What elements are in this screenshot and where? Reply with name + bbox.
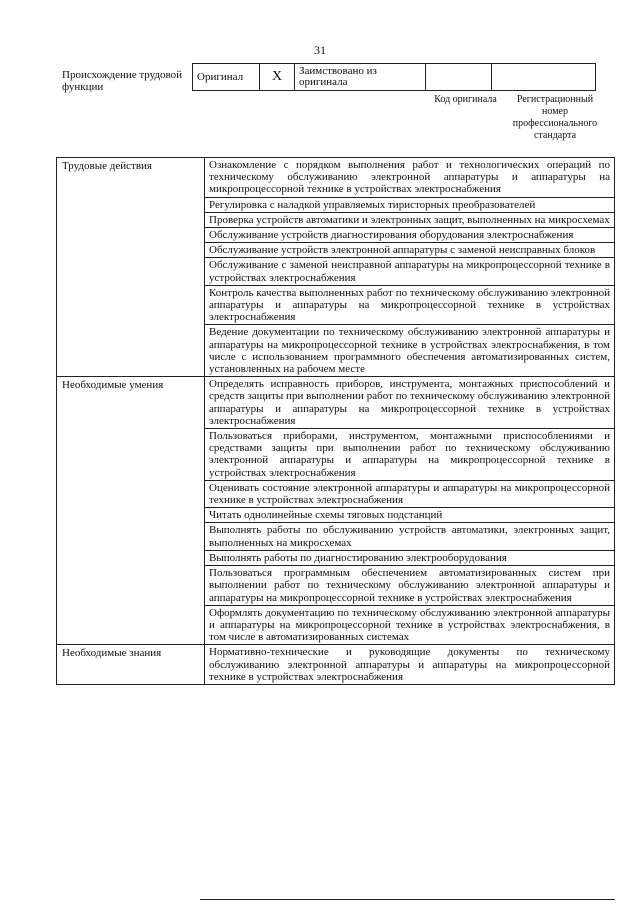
list-item: Обслуживание с заменой неисправной аппаратуры на микропроцессорной технике в устройствах электроснабжения <box>205 258 615 285</box>
list-item: Ознакомление с порядком выполнения работ и технологических операций по техническому обслуживанию электронной аппаратуры и аппаратуры на микропроцессорной технике в устройствах электроснабжения <box>205 158 615 198</box>
list-item: Проверка устройств автоматики и электронных защит, выполненных на микросхемах <box>205 212 615 227</box>
table-row <box>57 645 615 685</box>
list-item: Пользоваться приборами, инструментом, монтажными приспособлениями и средствами защиты при выполнении работ по техническому обслуживанию электронной аппаратуры и аппаратуры на микропроцессорной технике в устройствах электроснабжения <box>205 429 615 481</box>
list-item: Регулировка с наладкой управляемых тиристорных преобразователей <box>205 197 615 212</box>
list-item: Пользоваться программным обеспечением автоматизированных систем при выполнении работ по техническому обслуживанию электронной аппаратуры и аппаратуры на микропроцессорной технике в устройствах электроснабжения <box>205 566 615 606</box>
list-item: Нормативно-технические и руководящие документы по техническому обслуживанию электронной аппаратуры и аппаратуры на микропроцессорной технике в устройствах электроснабжения <box>205 645 615 685</box>
list-item: Определять исправность приборов, инструмента, монтажных приспособлений и средств защиты при выполнении работ по техническому обслуживанию электронной аппаратуры и аппаратуры на микропроцессорной технике в устройствах электроснабжения <box>205 377 615 429</box>
origin-label: Происхождение трудовой функции <box>62 69 183 93</box>
origin-table <box>192 63 596 91</box>
table-row <box>57 158 615 198</box>
list-item: Обслуживание устройств диагностирования оборудования электроснабжения <box>205 228 615 243</box>
original-mark: X <box>260 64 295 91</box>
table-row <box>57 377 615 429</box>
list-item: Читать однолинейные схемы тяговых подстанций <box>205 508 615 523</box>
table-continuation-line <box>200 899 615 900</box>
section-title-skills: Необходимые умения <box>57 377 205 645</box>
list-item: Оформлять документацию по техническому обслуживанию электронной аппаратуры и аппаратуры на микропроцессорной технике в устройствах электроснабжения, в том числе в автоматизированных системах <box>205 605 615 645</box>
page-number: 31 <box>314 43 326 57</box>
section-title-actions: Трудовые действия <box>57 158 205 377</box>
code-original-label: Код оригинала <box>434 94 497 105</box>
list-item: Обслуживание устройств электронной аппаратуры с заменой неисправных блоков <box>205 243 615 258</box>
list-item: Оценивать состояние электронной аппаратуры и аппаратуры на микропроцессорной технике в устройствах электроснабжения <box>205 480 615 507</box>
list-item: Выполнять работы по диагностированию электрооборудования <box>205 550 615 565</box>
list-item: Контроль качества выполненных работ по техническому обслуживанию электронной аппаратуры и аппаратуры на микропроцессорной технике в устройствах электроснабжения <box>205 285 615 325</box>
borrowed-label: Заимствовано из оригинала <box>295 64 426 91</box>
code-cell <box>426 64 492 91</box>
section-title-knowledge: Необходимые знания <box>57 645 205 685</box>
original-label: Оригинал <box>193 64 260 91</box>
reg-number-label: Регистрационный номер профессионального стандарта <box>512 94 598 141</box>
labor-function-table <box>56 157 615 685</box>
list-item: Ведение документации по техническому обслуживанию электронной аппаратуры и аппаратуры на микропроцессорной технике в устройствах электроснабжения, в том числе с использованием программного обеспечения автоматизированных систем, установленных на рабочем месте <box>205 325 615 377</box>
list-item: Выполнять работы по обслуживанию устройств автоматики, электронных защит, выполненных на микросхемах <box>205 523 615 550</box>
reg-number-cell <box>492 64 596 91</box>
